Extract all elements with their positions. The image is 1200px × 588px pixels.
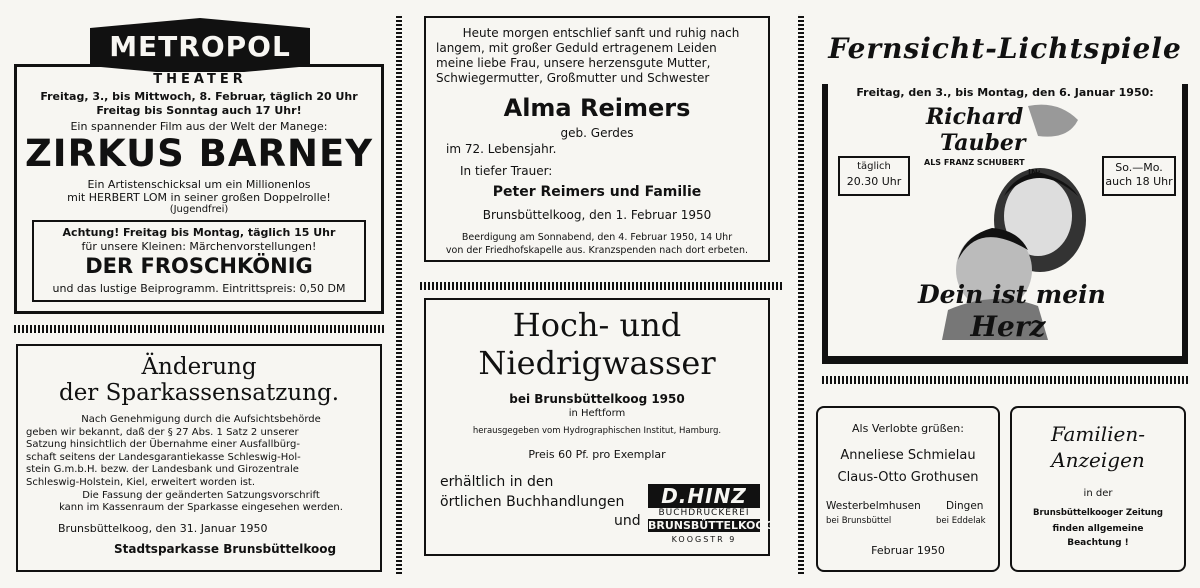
sparkasse-body-line: schaft seitens der Landesgarantiekasse Schleswig-Hol- (26, 451, 301, 463)
obituary-place-date: Brunsbüttelkoog, den 1. Februar 1950 (482, 208, 712, 222)
obituary-line: Heute morgen entschlief sanft und ruhig nach (462, 26, 740, 40)
cinema-star-2: Tauber (940, 130, 1026, 156)
sparkasse-body-line: Satzung hinsichtlich der Übernahme einer Ausfallbürg- (26, 439, 300, 451)
sparkasse-title-2: der Sparkassensatzung. (58, 380, 340, 406)
divider-left (14, 325, 386, 333)
tides-title-2: Niedrigwasser (478, 344, 716, 382)
sparkasse-body-line: Die Fassung der geänderten Satzungsvorschrift (82, 489, 320, 501)
cinema-time-right (1102, 156, 1176, 196)
cinema-name: Fernsicht-Lichtspiele (822, 14, 1188, 84)
metropol-kids-line-2: für unsere Kleinen: Märchenvorstellungen! (81, 240, 317, 253)
tides-format: in Heftform (568, 408, 626, 419)
hinz-logo (648, 484, 774, 550)
family-ads-title-1: Familien- (1050, 422, 1146, 446)
cinema-star-1: Richard (926, 104, 1024, 130)
sparkasse-body-line: geben wir bekannt, daß der § 27 Abs. 1 Satz 2 unserer (26, 426, 299, 438)
engagement-name-1: Anneliese Schmielau (840, 448, 976, 463)
cinema-role-suffix: IN: (1028, 168, 1041, 177)
tides-avail-1: erhältlich in den (440, 474, 554, 490)
sparkasse-body-line: Nach Genehmigung durch die Aufsichtsbehörde (81, 414, 321, 425)
cinema-film-2: Herz (970, 310, 1046, 343)
cinema-panel (828, 84, 1182, 356)
metropol-kids-box (32, 220, 366, 302)
cinema-role: ALS FRANZ SCHUBERT (924, 158, 1025, 167)
metropol-dates-2: Freitag bis Sonntag auch 17 Uhr! (96, 104, 302, 117)
engagement-place-2: Dingen (946, 500, 984, 512)
obituary-line: meine liebe Frau, unsere herzensgute Mutter, (436, 56, 711, 70)
tides-ad (424, 298, 774, 556)
sparkasse-title-1: Änderung (141, 354, 257, 380)
sparkasse-body-line: kann im Kassenraum der Sparkasse eingesehen werden. (59, 502, 343, 514)
obituary-text (436, 26, 766, 86)
obituary-funeral-2: von der Friedhofskapelle aus. Kranzspenden nach dort erbeten. (445, 245, 749, 256)
engagement-place-2b: bei Eddelak (936, 516, 986, 526)
metropol-kids-line-3: und das lustige Beiprogramm. Eintrittspreis: 0,50 DM (52, 282, 346, 295)
hinz-logo-text: D.HINZ (648, 484, 760, 508)
obituary-line: Schwiegermutter, Großmutter und Schwester (436, 71, 710, 85)
family-ads-box (1010, 406, 1186, 572)
metropol-desc-2: mit HERBERT LOM in seiner großen Doppelrolle! (67, 191, 331, 204)
tides-title-1: Hoch- und (512, 306, 682, 344)
sparkasse-body-line: Schleswig-Holstein, Kiel, erweitert worden ist. (26, 476, 256, 488)
family-ads-title-2: Anzeigen (1051, 448, 1145, 472)
sparkasse-body-line: stein G.m.b.H. bezw. der Landesbank und Girozentrale (26, 464, 299, 476)
obituary-line: langem, mit großer Geduld ertragenem Leiden (436, 41, 717, 55)
cinema-time-left-1: täglich (857, 161, 891, 172)
cinema-film-1: Dein ist mein (918, 280, 1106, 309)
obituary-age: im 72. Lebensjahr. (446, 142, 557, 156)
obituary-mourning: In tiefer Trauer: (460, 164, 553, 178)
metropol-dates-1: Freitag, 3., bis Mittwoch, 8. Februar, täglich 20 Uhr (40, 90, 358, 103)
cinema-time-left (838, 156, 910, 196)
hinz-logo-type: BUCHDRUCKEREI (658, 508, 750, 518)
metropol-theater-label: THEATER (134, 72, 266, 87)
family-ads-beachtung: Beachtung ! (1067, 538, 1129, 548)
metropol-desc-1: Ein Artistenschicksal um ein Millionenlos (87, 178, 311, 191)
tides-avail-3: und (614, 513, 641, 529)
engagement-place-1b: bei Brunsbüttel (826, 516, 892, 526)
metropol-kids-line-1: Achtung! Freitag bis Montag, täglich 15 Uhr (62, 226, 336, 239)
metropol-kids-title: DER FROSCHKÖNIG (85, 254, 313, 278)
sparkasse-signature: Stadtsparkasse Brunsbüttelkoog (114, 542, 337, 556)
sparkasse-ad (16, 344, 382, 572)
column-divider-left (396, 14, 402, 574)
obituary-ad (424, 16, 770, 262)
cinema-time-left-2: 20.30 Uhr (846, 175, 902, 188)
family-ads-in: in der (1083, 488, 1113, 499)
divider-middle (420, 282, 782, 290)
sparkasse-body (26, 414, 376, 515)
metropol-film-title: ZIRKUS BARNEY (24, 132, 374, 175)
family-ads-paper: Brunsbüttelkooger Zeitung (1033, 508, 1163, 518)
engagement-name-2: Claus-Otto Grothusen (837, 470, 979, 485)
obituary-born: geb. Gerdes (560, 126, 634, 140)
tides-subtitle: bei Brunsbüttelkoog 1950 (509, 392, 685, 406)
metropol-ad (14, 14, 384, 314)
obituary-family: Peter Reimers und Familie (492, 184, 702, 200)
engagement-heading: Als Verlobte grüßen: (852, 422, 964, 435)
hinz-logo-city: BRUNSBÜTTELKOOG (648, 519, 774, 532)
column-divider-right (798, 14, 804, 574)
engagement-ad (816, 406, 1000, 572)
metropol-rating: (Jugendfrei) (169, 204, 229, 215)
tides-price: Preis 60 Pf. pro Exemplar (528, 448, 666, 461)
metropol-intro: Ein spannender Film aus der Welt der Manege: (70, 120, 328, 133)
obituary-funeral-1: Beerdigung am Sonnabend, den 4. Februar 1950, 14 Uhr (461, 232, 733, 243)
cinema-dates: Freitag, den 3., bis Montag, den 6. Januar 1950: (856, 86, 1154, 99)
metropol-logo-text: METROPOL (109, 30, 291, 63)
obituary-name: Alma Reimers (503, 94, 691, 122)
engagement-place-1: Westerbelmhusen (826, 500, 921, 512)
sparkasse-date: Brunsbüttelkoog, den 31. Januar 1950 (58, 522, 268, 535)
hinz-logo-street: KOOGSTR 9 (671, 535, 737, 544)
tides-publisher: herausgegeben vom Hydrographischen Institut, Hamburg. (472, 426, 722, 436)
cinema-ad (822, 14, 1188, 364)
metropol-logo (90, 18, 310, 76)
tides-avail-2: örtlichen Buchhandlungen (440, 494, 625, 510)
divider-right (822, 376, 1188, 384)
cinema-time-right-2: auch 18 Uhr (1105, 175, 1173, 188)
engagement-date: Februar 1950 (871, 544, 945, 557)
cinema-time-right-1: So.—Mo. (1115, 161, 1163, 174)
family-ads-finden: finden allgemeine (1052, 524, 1144, 534)
